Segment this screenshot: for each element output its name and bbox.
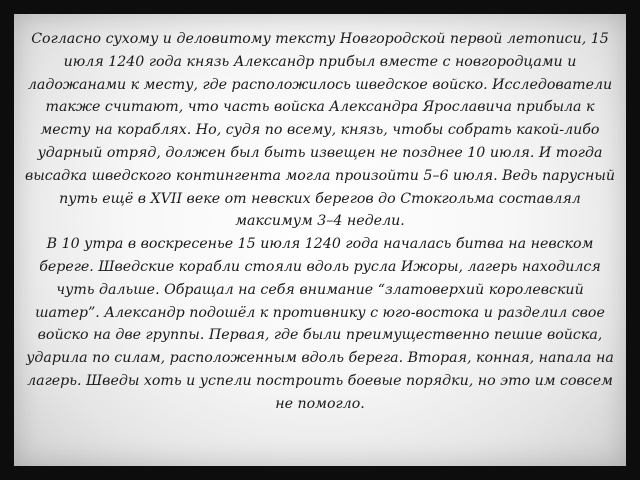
paragraph-1: Согласно сухому и деловитому тексту Новгородской первой летописи, 15 июля 1240 года князь Александр прибыл вместе с новгородцами и ладожанами к месту, где расположилось шведское войско. Исследователи также считают, что часть войска Александра Ярославича прибыла к месту на кораблях. Но, судя по всему, князь, чтобы собрать какой-либо ударный отряд, должен был быть извещен не позднее 10 июля. И тогда высадка шведского контингента могла произойти 5–6 июля. Ведь парусный путь ещё в XVII веке от невских берегов до Стокгольма составлял максимум 3–4 недели. [24, 31, 616, 230]
body-text [24, 28, 616, 416]
paragraph-2: В 10 утра в воскресенье 15 июля 1240 года началась битва на невском береге. Шведские корабли стояли вдоль русла Ижоры, лагерь находился чуть дальше. Обращал на себя внимание “златоверхий королевский шатер”. Александр подошёл к противнику с юго-востока и разделил свое войско на две группы. Первая, где были преимущественно пешие войска, ударила по силам, расположенным вдоль берега. Вторая, конная, напала на лагерь. Шведы хоть и успели построить боевые порядки, но это им совсем не помогло. [26, 236, 614, 412]
text-panel [14, 14, 626, 466]
